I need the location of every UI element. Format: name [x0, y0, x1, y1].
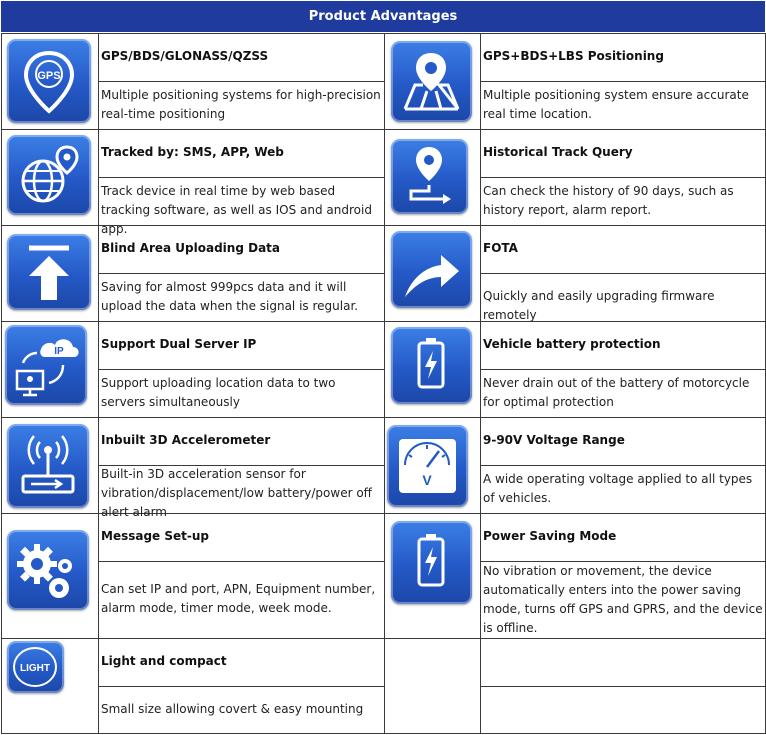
- feature-desc: Never drain out of the battery of motorcycle for optimal protection: [483, 376, 750, 409]
- gears-icon: [7, 530, 89, 610]
- feature-title: GPS/BDS/GLONASS/QZSS: [101, 49, 269, 63]
- feature-desc: Multiple positioning system ensure accurate real time location.: [483, 88, 749, 121]
- feature-desc: Track device in real time by web based tracking software, as well as IOS and android app.: [101, 184, 372, 236]
- grid-line: [98, 686, 384, 687]
- grid-line: [98, 177, 384, 178]
- feature-title: FOTA: [483, 241, 518, 255]
- grid-line: [480, 686, 765, 687]
- feature-desc: Small size allowing covert & easy mounting: [101, 702, 364, 716]
- feature-title: Support Dual Server IP: [101, 337, 257, 351]
- header-title: Product Advantages: [308, 9, 458, 24]
- grid-line: [1, 733, 765, 734]
- feature-title: Historical Track Query: [483, 145, 633, 159]
- voltmeter-icon-label: V: [422, 472, 432, 488]
- grid-line: [384, 33, 385, 734]
- feature-desc: Saving for almost 999pcs data and it will upload the data when the signal is regular.: [101, 280, 359, 313]
- feature-title: Light and compact: [101, 654, 227, 668]
- grid-line: [480, 177, 765, 178]
- light-badge-icon: [7, 641, 64, 693]
- grid-line: [98, 81, 384, 82]
- feature-title: 9-90V Voltage Range: [483, 433, 625, 447]
- grid-line: [98, 561, 384, 562]
- grid-line: [1, 638, 765, 639]
- feature-title: Vehicle battery protection: [483, 337, 661, 351]
- grid-line: [98, 273, 384, 274]
- grid-line: [480, 33, 481, 734]
- feature-title: GPS+BDS+LBS Positioning: [483, 49, 664, 63]
- grid-line: [480, 465, 765, 466]
- battery-saving-icon: [391, 521, 472, 604]
- feature-desc: A wide operating voltage applied to all types of vehicles.: [483, 472, 753, 505]
- track-route-icon: [391, 139, 468, 214]
- grid-line: [1, 33, 765, 34]
- battery-icon: [391, 327, 472, 404]
- map-location-icon: [391, 41, 472, 122]
- grid-line: [1, 321, 765, 322]
- table-header: [1, 1, 765, 32]
- feature-desc: Can check the history of 90 days, such as history report, alarm report.: [483, 184, 734, 217]
- curved-arrow-icon: [391, 231, 472, 308]
- feature-desc: Can set IP and port, APN, Equipment number, alarm mode, timer mode, week mode.: [101, 582, 376, 615]
- upload-arrow-icon: [7, 234, 91, 310]
- cloud-ip-icon: [5, 325, 87, 405]
- grid-line: [480, 81, 765, 82]
- grid-line: [480, 369, 765, 370]
- feature-desc: Built-in 3D acceleration sensor for vibration/displacement/low battery/power off alert alarm: [101, 467, 372, 519]
- grid-line: [1, 417, 765, 418]
- gps-pin-icon: [7, 39, 91, 123]
- gps-icon-label: GPS: [37, 70, 61, 82]
- antenna-sensor-icon: [7, 424, 89, 508]
- feature-title: Power Saving Mode: [483, 529, 617, 543]
- grid-line: [480, 273, 765, 274]
- voltmeter-icon: [387, 425, 468, 507]
- feature-desc: Quickly and easily upgrading firmware remotely: [483, 289, 715, 322]
- feature-title: Tracked by: SMS, APP, Web: [101, 145, 284, 159]
- feature-title: Blind Area Uploading Data: [101, 241, 280, 255]
- grid-line: [1, 129, 765, 130]
- ip-icon-label: IP: [54, 346, 64, 357]
- feature-desc: No vibration or movement, the device automatically enters into the power saving mode, turns off GPS and GPRS, and the device is offline.: [483, 564, 763, 635]
- grid-line: [98, 369, 384, 370]
- feature-title: Inbuilt 3D Accelerometer: [101, 433, 271, 447]
- globe-pin-icon: [7, 135, 91, 215]
- feature-title: Message Set-up: [101, 529, 209, 543]
- grid-line: [1, 33, 2, 734]
- light-icon-label: LIGHT: [20, 663, 50, 674]
- feature-desc: Multiple positioning systems for high-precision real-time positioning: [101, 88, 381, 121]
- grid-line: [98, 33, 99, 734]
- feature-desc: Support uploading location data to two servers simultaneously: [101, 376, 336, 409]
